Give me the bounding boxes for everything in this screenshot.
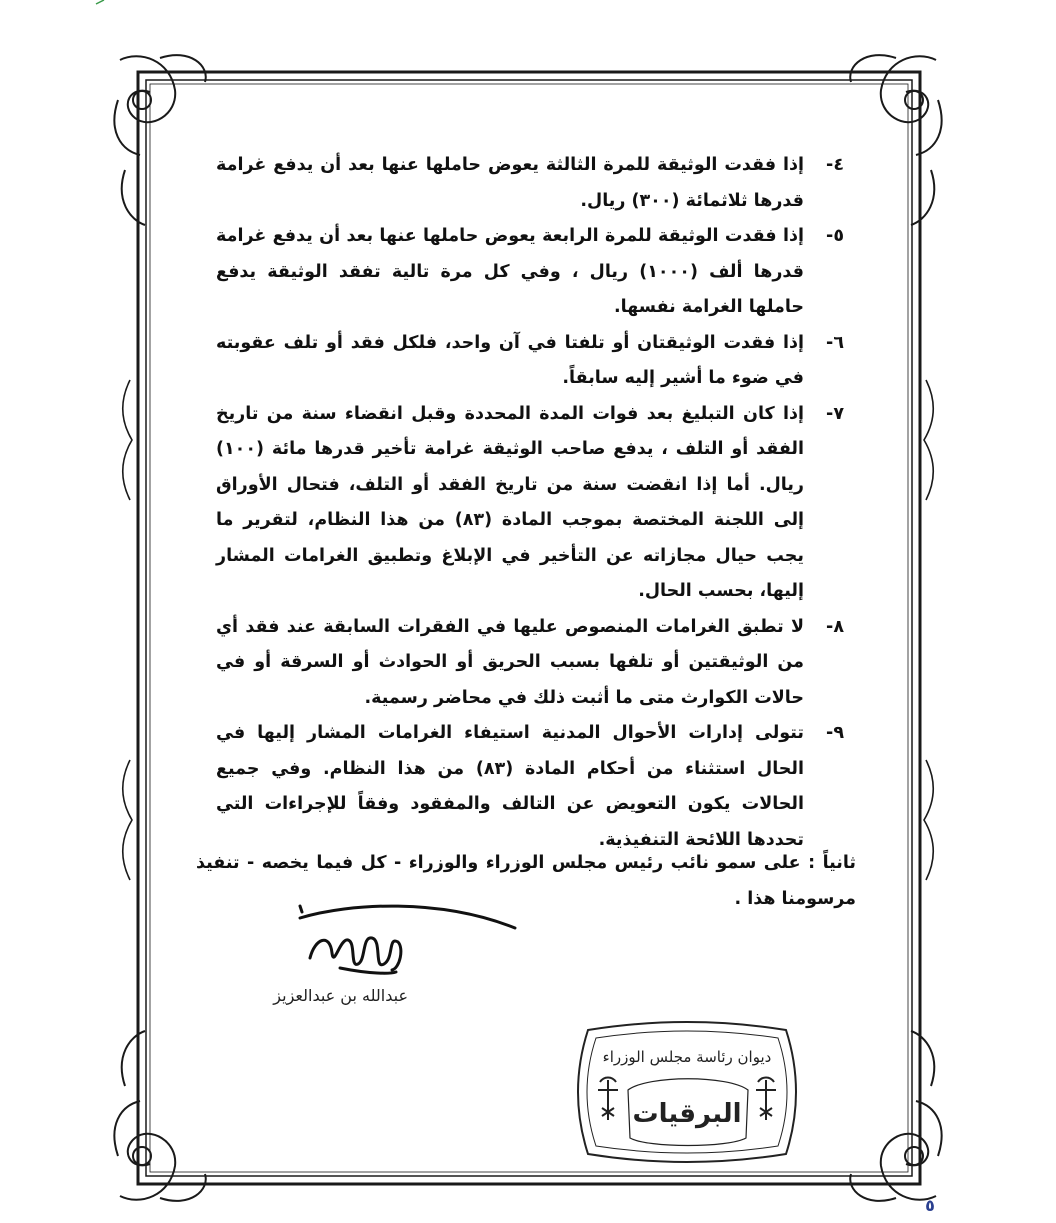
handwritten-signature — [270, 898, 530, 988]
clause-number: ٧- — [826, 403, 844, 424]
clause-8 — [216, 610, 844, 717]
side-ornament-left-2 — [123, 760, 132, 880]
clause-9 — [216, 716, 844, 858]
clauses-list — [216, 148, 844, 858]
clause-text: إذا فقدت الوثيقة للمرة الرابعة يعوض حاملها عنها بعد أن يدفع غرامة قدرها ألف (١٠٠٠) ريال ، وفي كل مرة تالية تفقد الوثيقة يدفع حاملها الغرامة نفسها. — [216, 226, 804, 317]
palm-emblem-left — [598, 1078, 618, 1121]
clause-number: ٦- — [826, 332, 844, 353]
clause-7 — [216, 397, 844, 610]
clause-text: إذا فقدت الوثيقتان أو تلفتا في آن واحد، فلكل فقد أو تلف عقوبته في ضوء ما أشير إليه سابقاً. — [216, 332, 804, 388]
clause-number: ٩- — [826, 723, 844, 743]
clause-4 — [216, 148, 844, 219]
clause-text: إذا كان التبليغ بعد فوات المدة المحددة وقبل انقضاء سنة من تاريخ الفقد أو التلف ، يدفع صاحب الوثيقة غرامة تأخير قدرها مائة (١٠٠) ريال. أما إذا انقضت سنة من تاريخ الفقد أو التلف، فتحال الأوراق إلى اللجنة المختصة بموجب المادة (٨٣) من هذا النظام، لتقرير ما يجب حيال مجازاته عن التأخير في الإبلاغ وتطبيق الغرامات المشار إليها، بحسب الحال. — [216, 403, 805, 601]
stamp-center-text: البرقيات — [632, 1099, 742, 1129]
official-stamp — [568, 1020, 806, 1164]
clause-number: ٤- — [826, 155, 844, 175]
scan-mark — [96, 0, 104, 4]
palm-emblem-right — [756, 1078, 776, 1121]
stamp-top-text: ديوان رئاسة مجلس الوزراء — [602, 1048, 772, 1066]
clause-text: لا تطبق الغرامات المنصوص عليها في الفقرات السابقة عند فقد أي من الوثيقتين أو تلفها بسبب الحريق أو الحوادث أو السرقة أو في حالات الكوارث متى ما أثبت ذلك في محاضر رسمية. — [216, 616, 804, 708]
clause-6 — [216, 326, 844, 397]
side-ornament-right — [924, 380, 933, 500]
clause-text: إذا فقدت الوثيقة للمرة الثالثة يعوض حاملها عنها بعد أن يدفع غرامة قدرها ثلاثمائة (٣٠٠) ريال. — [216, 155, 804, 211]
clause-text: تتولى إدارات الأحوال المدنية استيفاء الغرامات المشار إليها في الحال استثناء من أحكام المادة (٨٣) من هذا النظام. وفي جميع الحالات يكون التعويض عن التالف والمفقود وفقاً للإجراءات التي تحددها اللائحة التنفيذية. — [216, 723, 804, 850]
second-clause: ثانياً : على سمو نائب رئيس مجلس الوزراء والوزراء - كل فيما يخصه - تنفيذ مرسومنا هذا . — [196, 853, 856, 909]
signatory-name: عبدالله بن عبدالعزيز — [273, 986, 408, 1005]
side-ornament-right-2 — [924, 760, 933, 880]
page-number: ٥ — [925, 1196, 935, 1215]
clause-number: ٨- — [826, 616, 844, 637]
clause-number: ٥- — [826, 226, 844, 246]
clause-5 — [216, 219, 844, 326]
side-ornament-left — [123, 380, 132, 500]
